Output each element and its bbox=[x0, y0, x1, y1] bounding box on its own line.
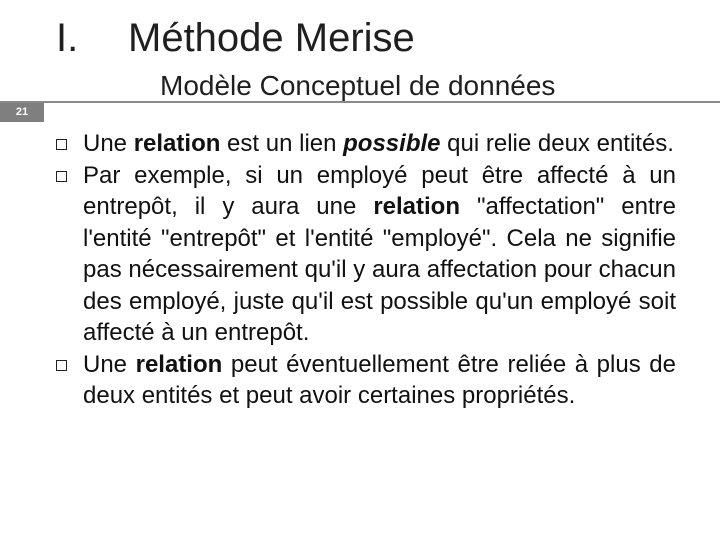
bullet-3-text-2: peut éventuellement être reliée à plus de deux entités et peut avoir certaines propriétés. bbox=[83, 350, 676, 409]
bullet-item-2 bbox=[56, 160, 676, 349]
bullet-1-relation: relation bbox=[133, 130, 221, 157]
title-number: I. bbox=[56, 16, 79, 60]
header-divider bbox=[0, 101, 720, 103]
bullet-item-3 bbox=[56, 349, 676, 412]
title-text: Méthode Merise bbox=[128, 16, 415, 60]
bullet-1-text-2: est un lien bbox=[220, 130, 344, 157]
square-bullet-icon bbox=[56, 360, 67, 371]
bullet-item-1 bbox=[56, 128, 676, 160]
bullet-1-possible: possible bbox=[343, 130, 441, 157]
square-bullet-icon bbox=[56, 171, 67, 182]
bullet-2-relation: relation bbox=[373, 193, 460, 220]
bullet-3-relation: relation bbox=[135, 350, 223, 378]
slide-title bbox=[56, 14, 415, 62]
bullet-1-text-1: Une bbox=[83, 130, 134, 157]
square-bullet-icon bbox=[56, 139, 67, 150]
bullet-2-text-1: Par exemple, si un employé peut être affecté à un entrepôt, il y aura une bbox=[83, 161, 676, 220]
slide-subtitle: Modèle Conceptuel de données bbox=[160, 70, 556, 101]
bullet-2-text-2: "affectation" entre l'entité "entrepôt" et l'entité "employé". Cela ne signifie pas nécessairement qu'il y aura affectation pour chacun des employé, juste qu'il est possible qu'un employé soit affecté à un entrepôt. bbox=[83, 193, 676, 346]
bullet-3-text-1: Une bbox=[83, 350, 136, 378]
page-number: 21 bbox=[0, 103, 44, 122]
bullet-1-text-3: qui relie deux entités. bbox=[440, 130, 674, 157]
bullet-list bbox=[56, 128, 676, 412]
